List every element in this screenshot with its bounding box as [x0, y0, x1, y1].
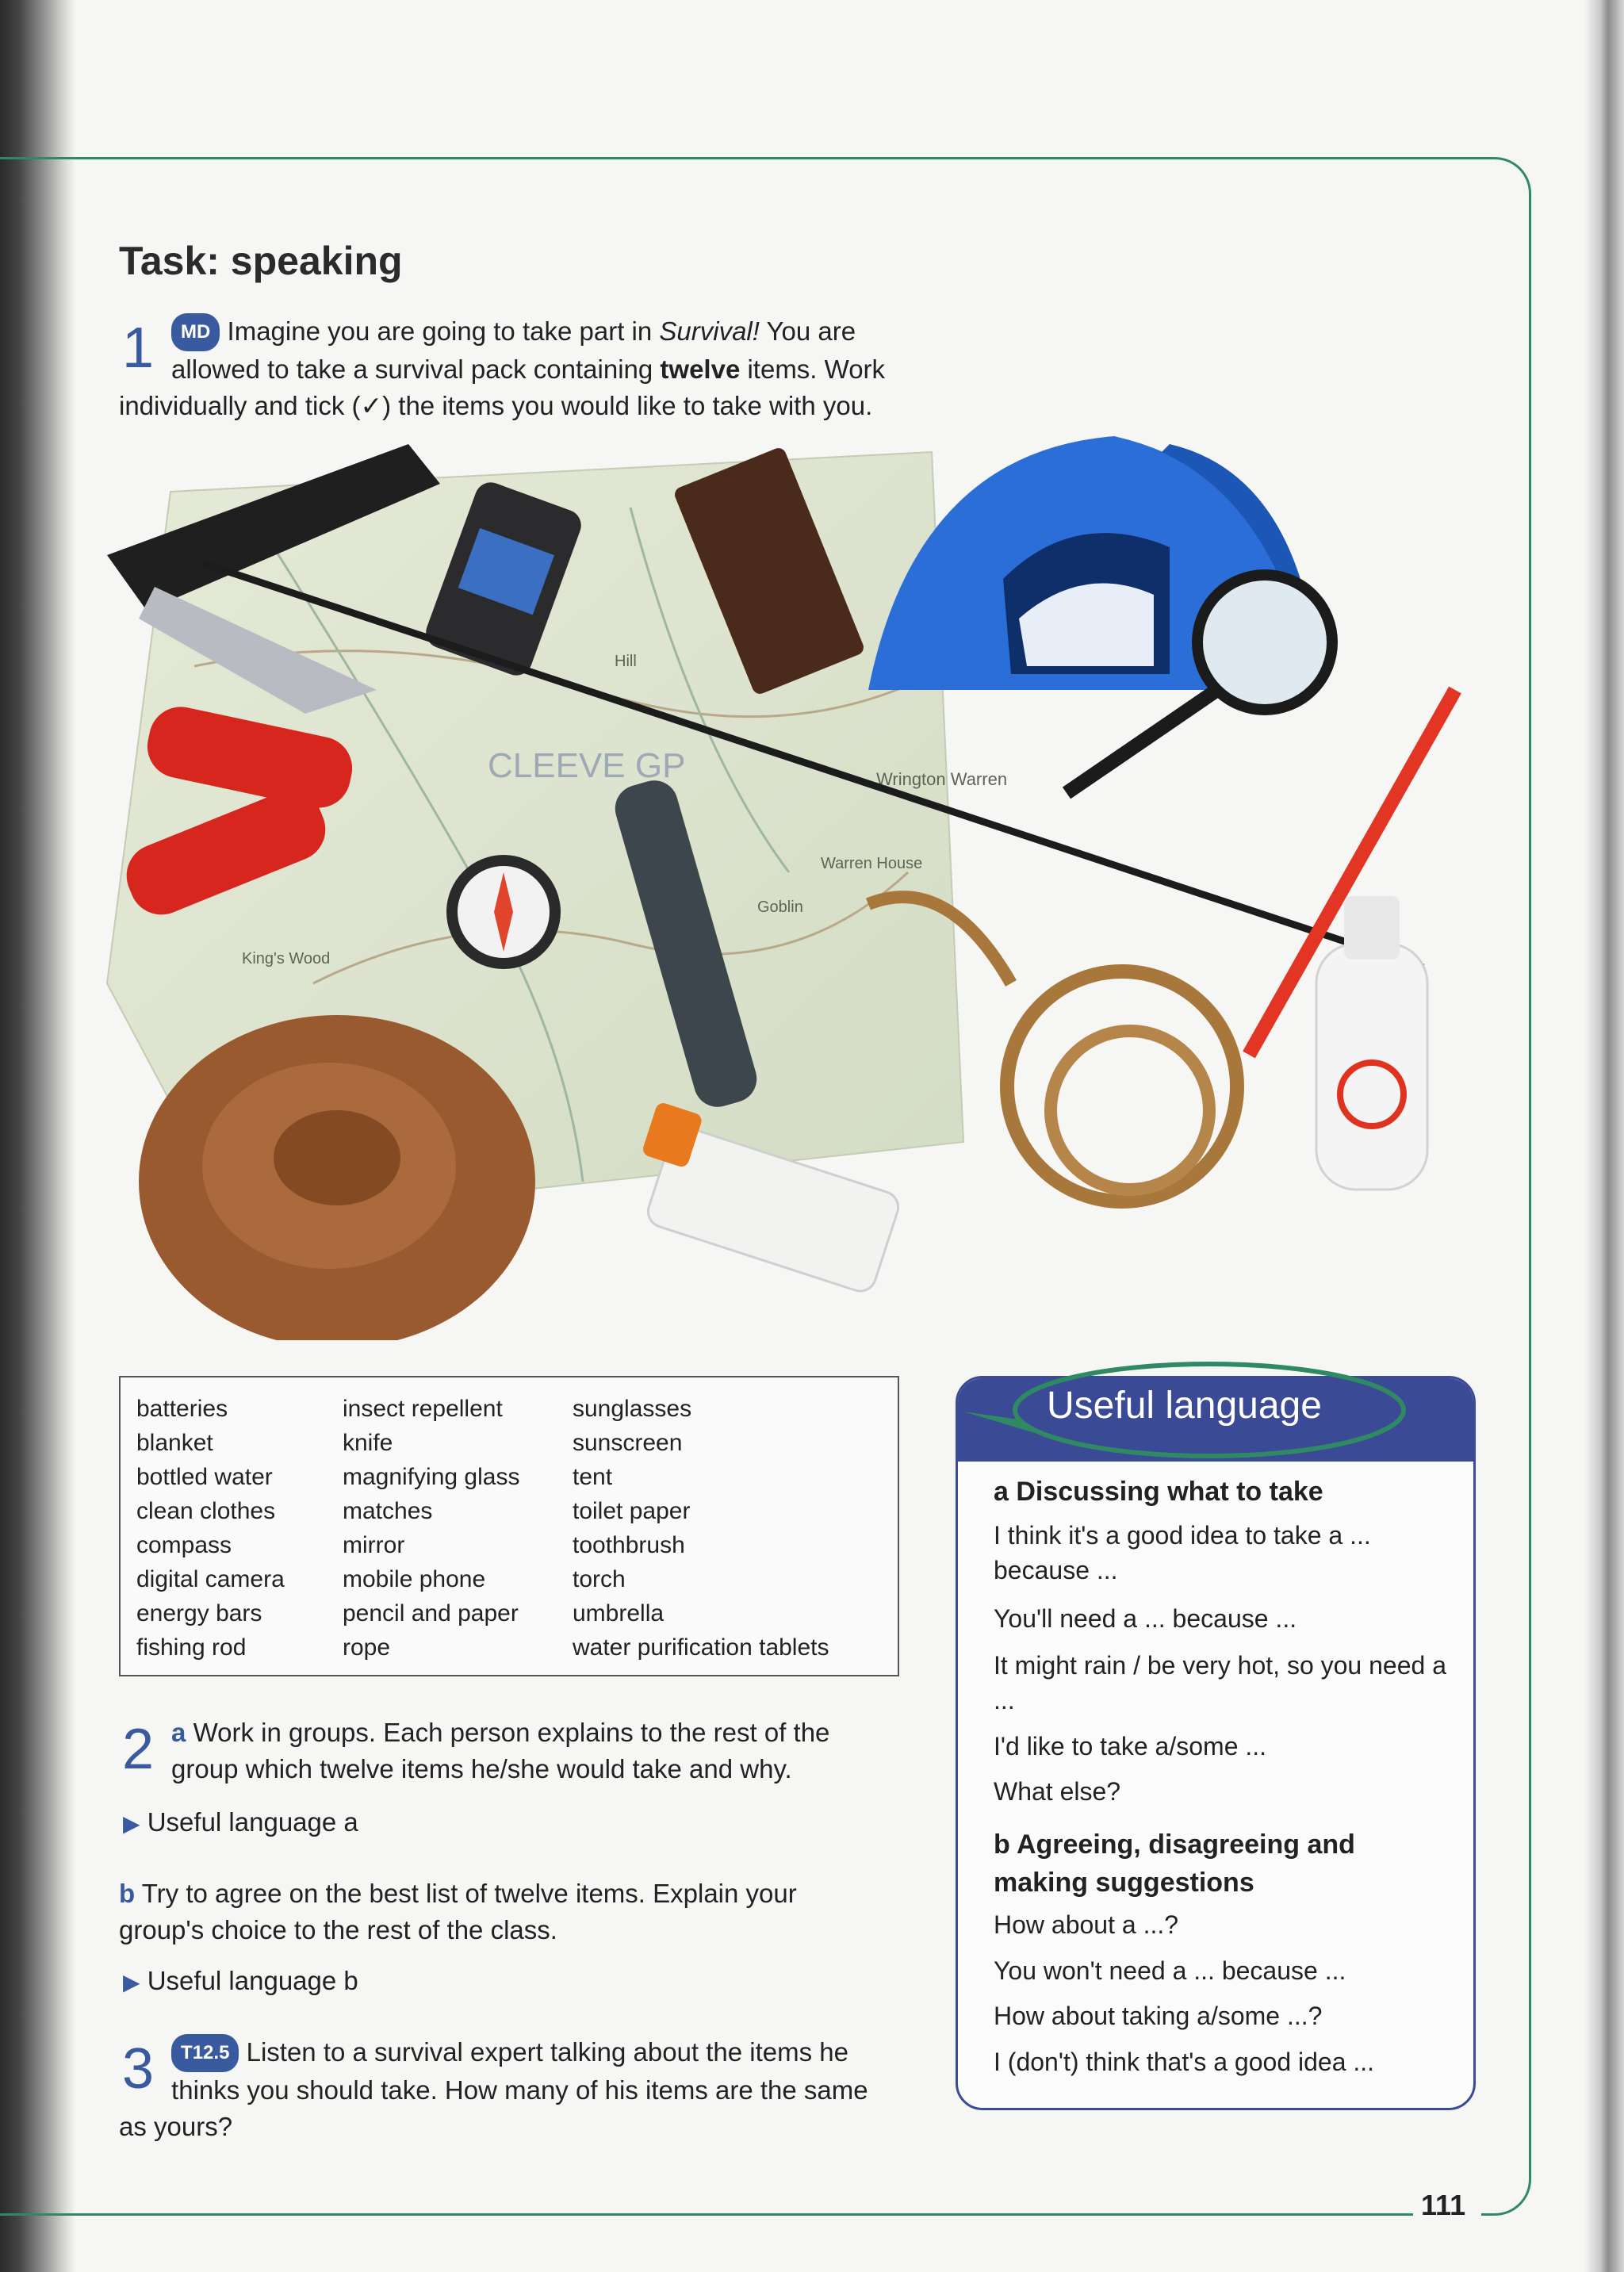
badge-md: MD: [171, 313, 220, 351]
item-checkbox[interactable]: energy bars: [136, 1600, 262, 1626]
useful-language-section-a-heading: a Discussing what to take: [994, 1477, 1323, 1507]
page-edge: [1584, 0, 1624, 2272]
phrase: What else?: [994, 1777, 1121, 1806]
item-checkbox[interactable]: toilet paper: [573, 1498, 691, 1524]
survival-items-photo: [75, 428, 1487, 1340]
item-checkbox[interactable]: insect repellent: [343, 1396, 503, 1422]
arrow-icon: ▶: [123, 1811, 140, 1836]
exercise-text: You are allowed to take a survival pack containing: [171, 316, 856, 384]
item-checkbox[interactable]: magnifying glass: [343, 1464, 520, 1490]
items-column-2: [343, 1392, 519, 1665]
exercise-text: items. Work individually and tick (✓) the items you would like to take with you.: [119, 354, 886, 420]
phrase: It might rain / be very hot, so you need a ...: [994, 1651, 1446, 1715]
compass-image: [446, 855, 561, 969]
item-checkbox[interactable]: sunglasses: [573, 1396, 692, 1422]
useful-language-a-ref[interactable]: [123, 1804, 358, 1842]
exercise-text: Listen to a survival expert talking about the items he thinks you should take. How many of his items are the same as yours?: [119, 2037, 868, 2141]
item-checkbox[interactable]: pencil and paper: [343, 1600, 519, 1626]
exercise-number: 2: [122, 1718, 155, 1781]
item-checkbox[interactable]: mirror: [343, 1532, 405, 1558]
exercise-2b: [119, 1875, 880, 1948]
ref-label: Useful language a: [147, 1807, 358, 1837]
map-label: Hill: [615, 653, 637, 670]
arrow-icon: ▶: [123, 1970, 140, 1994]
exercise-text: Work in groups. Each person explains to the rest of the group which twelve items he/she would take and why.: [171, 1718, 830, 1784]
items-column-3: [573, 1392, 829, 1665]
item-checkbox[interactable]: torch: [573, 1566, 626, 1592]
item-checkbox[interactable]: rope: [343, 1634, 391, 1661]
phrase: I (don't) think that's a good idea ...: [994, 2048, 1375, 2076]
useful-language-title: Useful language: [1047, 1385, 1322, 1427]
section-title: Task: speaking: [119, 239, 403, 283]
item-checkbox[interactable]: fishing rod: [136, 1634, 247, 1661]
page-number: 111: [1413, 2189, 1481, 2222]
items-list-box: [119, 1376, 899, 1676]
item-checkbox[interactable]: batteries: [136, 1396, 228, 1422]
item-checkbox[interactable]: bottled water: [136, 1464, 273, 1490]
subexercise-label: b: [119, 1879, 136, 1908]
item-checkbox[interactable]: clean clothes: [136, 1498, 276, 1524]
useful-language-b-ref[interactable]: [123, 1963, 358, 2001]
exercise-3: [119, 2034, 880, 2145]
exercise-text: Try to agree on the best list of twelve items. Explain your group's choice to the rest of the class.: [119, 1879, 797, 1944]
item-checkbox[interactable]: toothbrush: [573, 1532, 685, 1558]
phrase: How about taking a/some ...?: [994, 2002, 1323, 2030]
map-label: Wrington Warren: [876, 769, 1008, 789]
exercise-text: Imagine you are going to take part in: [227, 316, 660, 346]
phrase: You won't need a ... because ...: [994, 1956, 1346, 1985]
map-label: Goblin: [757, 898, 803, 916]
item-checkbox[interactable]: water purification tablets: [573, 1634, 829, 1661]
item-checkbox[interactable]: matches: [343, 1498, 433, 1524]
map-label: King's Wood: [242, 950, 331, 967]
exercise-number: 3: [122, 2037, 155, 2101]
blanket-image: [139, 1015, 535, 1340]
ref-label: Useful language b: [147, 1966, 358, 1995]
item-checkbox[interactable]: compass: [136, 1532, 232, 1558]
exercise-number: 1: [122, 316, 155, 380]
phrase: I think it's a good idea to take a ... because ...: [994, 1521, 1371, 1584]
item-checkbox[interactable]: knife: [343, 1430, 393, 1456]
exercise-text-italic: Survival!: [659, 316, 760, 346]
exercise-1: [119, 313, 904, 424]
items-column-1: [136, 1392, 285, 1665]
item-checkbox[interactable]: digital camera: [136, 1566, 285, 1592]
exercise-2a: [119, 1715, 880, 1787]
item-checkbox[interactable]: tent: [573, 1464, 613, 1490]
exercise-text-bold: twelve: [660, 354, 741, 384]
item-checkbox[interactable]: sunscreen: [573, 1430, 683, 1456]
audio-track-badge[interactable]: T12.5: [171, 2034, 239, 2072]
phrase: How about a ...?: [994, 1910, 1179, 1939]
map-label: Warren House: [821, 855, 923, 872]
item-checkbox[interactable]: blanket: [136, 1430, 213, 1456]
map-label: CLEEVE GP: [488, 746, 686, 785]
item-checkbox[interactable]: umbrella: [573, 1600, 665, 1626]
phrase: I'd like to take a/some ...: [994, 1732, 1267, 1761]
item-checkbox[interactable]: mobile phone: [343, 1566, 486, 1592]
phrase: You'll need a ... because ...: [994, 1604, 1297, 1633]
useful-language-section-b-heading: b Agreeing, disagreeing and making suggestions: [994, 1829, 1355, 1898]
subexercise-label: a: [171, 1718, 186, 1747]
